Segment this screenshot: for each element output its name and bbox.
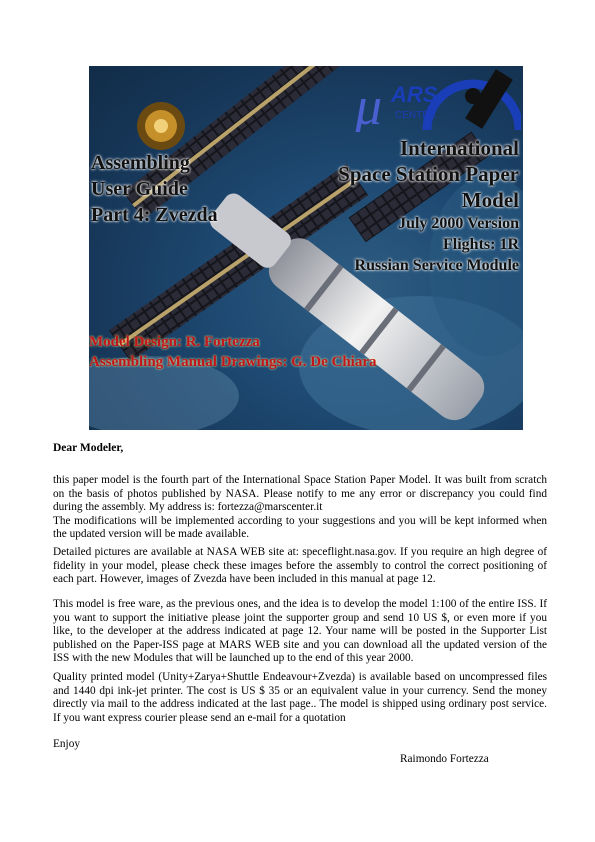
svg-text:μ: μ <box>355 76 383 132</box>
paragraph-freeware <box>53 598 547 666</box>
drawings-credit: Assembling Manual Drawings: G. De Chiara <box>89 354 377 370</box>
intro-text: this paper model is the fourth part of the International Space Station Paper Model. It was built from scratch on the basis of photos published by NASA. Please notify to me any error or discrepancy you could find during the assembly. My address is: fortezza@marscenter.it <box>53 474 547 514</box>
title-line: International <box>399 136 519 160</box>
svg-text:CENTER: CENTER <box>395 110 437 121</box>
guide-line: User Guide <box>91 178 188 200</box>
svg-text:ARS: ARS <box>391 82 438 107</box>
version-info <box>355 213 519 276</box>
mars-center-logo <box>351 66 521 132</box>
title-line: Space Station Paper <box>338 162 519 186</box>
printed-model-text: Quality printed model (Unity+Zarya+Shuttle Endeavour+Zvezda) is available based on uncompressed files and 1440 dpi ink-jet printer. The cost is US $ 35 or an equivalent value in your currency. Send the money directly via mail to the address indicated at the last page.. The model is shipped using ordinary post service. If you want express courier please send an e-mail for a quotation <box>53 671 547 724</box>
paragraph-intro <box>53 474 547 542</box>
paragraph-pictures <box>53 546 547 587</box>
design-credit: Model Design: R. Fortezza <box>89 334 260 350</box>
guide-line: Assembling <box>91 152 190 174</box>
guide-line: Part 4: Zvezda <box>91 204 218 226</box>
closing: Enjoy <box>53 738 80 750</box>
model-title <box>338 135 519 213</box>
flights-line: Flights: 1R <box>443 236 519 253</box>
modifications-text: The modifications will be implemented according to your suggestions and you will be kept informed when the updated version will be made available. <box>53 514 547 541</box>
version-line: July 2000 Version <box>398 215 519 232</box>
freeware-text: This model is free ware, as the previous ones, and the idea is to develop the model 1:100 of the entire ISS. If you want to support the initiative please joint the supporter group and send 10 US $, or even more if you like, to the developer at the address indicated at page 12. Your name will be posted in the Supporter List published on the Paper-ISS page at MARS WEB site and you can download all the updated version of the ISS with the new Modules that will be launched up to the end of this year 2000. <box>53 598 547 665</box>
salutation: Dear Modeler, <box>53 442 124 454</box>
guide-heading <box>91 150 218 228</box>
signature: Raimondo Fortezza <box>400 753 489 765</box>
paragraph-printed-model <box>53 671 547 725</box>
credits <box>89 332 377 372</box>
title-line: Model <box>461 188 519 212</box>
cover-image <box>89 66 523 430</box>
pictures-text: Detailed pictures are available at NASA WEB site at: speceflight.nasa.gov. If you require an high degree of fidelity in your model, please check these images before the assembly to control the correct positioning of each part. However, images of Zvezda have been included in this manual at page 12. <box>53 546 547 586</box>
module-line: Russian Service Module <box>354 257 519 274</box>
